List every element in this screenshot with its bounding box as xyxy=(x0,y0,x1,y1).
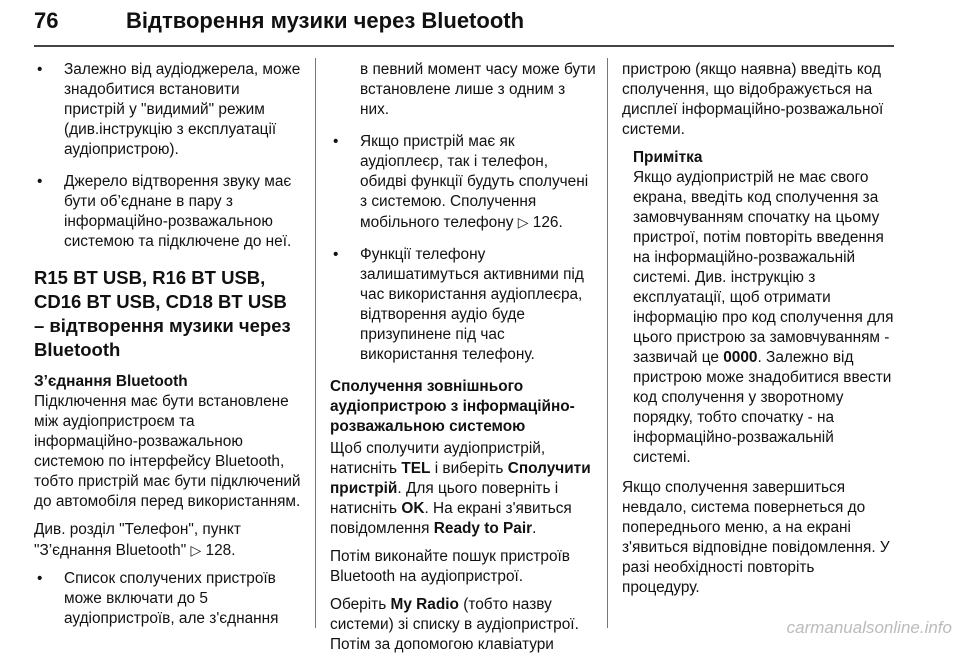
subsection-heading: З’єднання Bluetooth xyxy=(34,373,188,390)
column-3 xyxy=(622,60,894,606)
paragraph: Потім виконайте пошук пристроїв Bluetooth на аудіопристрої. xyxy=(330,548,570,585)
subsection-heading: Сполучення зовнішнього аудіопристрою з інформаційно-розважальною системою xyxy=(330,378,575,435)
my-radio-name: My Radio xyxy=(390,596,459,613)
note-title: Примітка xyxy=(633,149,703,166)
note-box: Примітка Якщо аудіопристрій не має свого екрана, введіть код сполучення за замовчуванням спочатку на цьому пристрої, потім повторіть введення на інформаційно-розважальній системі. Див. інструкцію з експлуатації, щоб отримати інформацію про код сполучення для цього пристрою за замовчуванням - зазвичай це 0000. Залежно від пристрою може знадобитися ввести код сполучення у зворотному порядку, тобто спочатку - на інформаційно-розважальній системі. xyxy=(633,149,894,466)
bullet-icon: • xyxy=(37,173,43,190)
bullet-icon: • xyxy=(333,133,339,150)
list-item xyxy=(34,172,302,252)
menu-item-pair-device: Сполучити пристрій xyxy=(330,460,591,497)
list-item-text: Список сполучених пристроїв може включати до 5 аудіопристроїв, але з'єднання xyxy=(64,570,279,627)
paragraph: Щоб сполучити аудіопристрій, натисніть TEL і виберіть Сполучити пристрій. Для цього поверніть і натисніть OK. На екрані з'явиться повідомлення Ready to Pair. xyxy=(330,440,591,537)
page-header xyxy=(34,4,894,44)
header-rule xyxy=(34,45,894,47)
default-pin-code: 0000 xyxy=(723,349,758,366)
bullet-icon: • xyxy=(333,246,339,263)
page-ref-link[interactable]: 126. xyxy=(532,214,563,231)
list-item-text: Джерело відтворення звуку має бути об’єднане в пару з інформаційно-розважальною системою та підключене до неї. xyxy=(64,173,292,250)
list-item-text: Залежно від аудіоджерела, може знадобитися встановити пристрій у "видимий" режим (див.інструкцію з експлуатації аудіопристрою). xyxy=(64,61,301,158)
bullet-icon: • xyxy=(37,570,43,587)
column-divider xyxy=(607,58,608,628)
page-ref-icon: ▷ xyxy=(517,214,529,230)
paragraph: Якщо сполучення завершиться невдало, система повернеться до попереднього меню, а на екрані з'явиться відповідне повідомлення. У разі необхідності повторіть процедуру. xyxy=(622,479,890,596)
section-heading: R15 BT USB, R16 BT USB, CD16 BT USB, CD18 BT USB – відтворення музики через Bluetooth xyxy=(34,267,291,360)
list-item xyxy=(34,60,302,160)
column-1 xyxy=(34,60,302,641)
paragraph: Підключення має бути встановлене між аудіопристроєм та інформаційно-розважальною системою по інтерфейсу Bluetooth, тобто пристрій має бути підключений до автомобіля перед використанням. xyxy=(34,393,301,510)
watermark: carmanualsonline.info xyxy=(786,618,952,637)
tel-key: TEL xyxy=(401,460,431,477)
page-ref-icon: ▷ xyxy=(190,542,202,558)
list-item-continued xyxy=(330,60,598,120)
paragraph: Див. розділ "Телефон", пункт "З’єднання Bluetooth" ▷ 128. xyxy=(34,521,241,559)
list-item-text: Функції телефону залишатимуться активними під час використання аудіоплеєра, відтворення аудіо буде призупинене під час використання телефону. xyxy=(360,246,584,363)
list-item-text: в певний момент часу може бути встановлене лише з одним з них. xyxy=(360,61,596,118)
column-divider xyxy=(315,58,316,628)
paragraph: пристрою (якщо наявна) введіть код сполучення, що відображується на дисплеї інформаційно-розважальної системи. xyxy=(622,61,884,138)
list-item-text: Якщо пристрій має як аудіоплеєр, так і телефон, обидві функції будуть сполучені з системою. Сполучення мобільного телефону xyxy=(360,133,589,231)
list-item xyxy=(330,245,598,365)
page-ref-link[interactable]: 128. xyxy=(205,542,236,559)
column-2 xyxy=(330,60,598,663)
list-item xyxy=(34,569,302,629)
bullet-icon: • xyxy=(37,61,43,78)
ok-key: OK xyxy=(401,500,425,517)
page-number: 76 xyxy=(34,8,59,33)
ready-to-pair-message: Ready to Pair xyxy=(433,520,533,537)
page-title: Відтворення музики через Bluetooth xyxy=(126,8,525,33)
paragraph: Оберіть My Radio (тобто назву системи) зі списку в аудіопристрої. Потім за допомогою клавіатури xyxy=(330,596,579,653)
list-item xyxy=(330,132,598,233)
